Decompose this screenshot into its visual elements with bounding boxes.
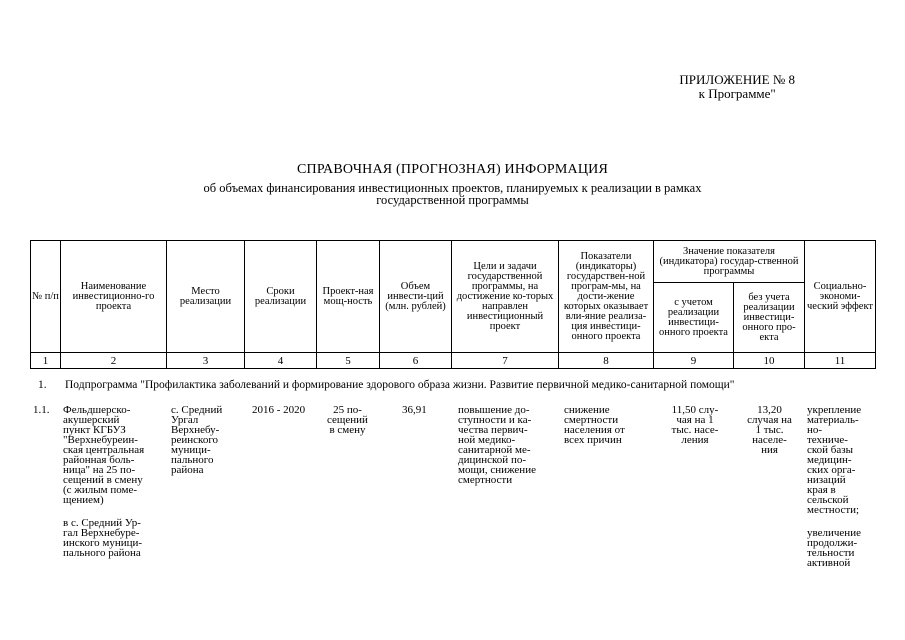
text-line: чества первич- — [458, 424, 528, 436]
text-line: но- — [807, 424, 823, 436]
section-num: 1. — [38, 379, 47, 391]
column-number: 1 — [31, 353, 61, 369]
text-line: районная боль- — [63, 454, 135, 466]
text-line: (с жилым поме- — [63, 484, 138, 496]
text-line: 13,20 — [757, 404, 782, 416]
text-line: сещений — [327, 414, 368, 426]
text-line: медицин- — [807, 454, 852, 466]
row-place — [171, 405, 222, 475]
text-line: пального — [171, 454, 214, 466]
column-number: 6 — [380, 353, 452, 369]
text-line: техниче- — [807, 434, 848, 446]
text-line: края в — [807, 484, 836, 496]
text-line: случая на — [747, 414, 792, 426]
appendix-line2: к Программе" — [698, 86, 776, 101]
header-table — [30, 240, 876, 369]
text-line: 1 тыс. — [755, 424, 784, 436]
header-indicator-value: Значение показателя (индикатора) государ-ственной программы — [654, 241, 805, 283]
text-line: пункт КГБУЗ — [63, 424, 126, 436]
header-effect: Социально-экономи-ческий эффект — [805, 241, 876, 353]
section-row — [38, 379, 735, 391]
text-line: ской базы — [807, 444, 854, 456]
text-line: смертности — [564, 414, 619, 426]
text-line: ния — [761, 444, 778, 456]
text-line: чая на 1 — [676, 414, 714, 426]
text-line: пального района — [63, 547, 141, 559]
row-goals — [458, 405, 536, 485]
text-line: ница" на 25 по- — [63, 464, 136, 476]
row-volume: 36,91 — [402, 404, 427, 416]
appendix-label — [679, 73, 795, 101]
header-indicators: Показатели (индикаторы) государствен-ной програм-мы, на дости-жение которых оказывает вли-яние реализа-ция инвестици-онного проекта — [559, 241, 654, 353]
text-line: укрепление — [807, 404, 862, 416]
text-line: ских орга- — [807, 464, 856, 476]
text-line: дицинской по- — [458, 454, 526, 466]
column-number: 5 — [317, 353, 380, 369]
header-capacity: Проект-ная мощ-ность — [317, 241, 380, 353]
text-line: материаль- — [807, 414, 859, 426]
text-line: местности; — [807, 504, 860, 516]
column-number: 3 — [167, 353, 245, 369]
text-line: Ургал — [171, 414, 199, 426]
text-line: мощи, снижение — [458, 464, 536, 476]
column-number: 8 — [559, 353, 654, 369]
text-line: ной медико- — [458, 434, 516, 446]
row-terms: 2016 - 2020 — [252, 404, 306, 416]
row-name-location — [63, 518, 142, 558]
header-name: Наименование инвестиционно-го проекта — [61, 241, 167, 353]
text-line: ская центральная — [63, 444, 145, 456]
text-line: Верхнебу- — [171, 424, 220, 436]
text-line: смертности — [458, 474, 513, 486]
text-line: населения от — [564, 424, 625, 436]
text-line: акушерский — [63, 414, 120, 426]
text-line: тельности — [807, 547, 855, 559]
text-line: ления — [681, 434, 709, 446]
text-line: повышение до- — [458, 404, 530, 416]
text-line: реинского — [171, 434, 219, 446]
header-terms: Сроки реализации — [245, 241, 317, 353]
text-line: 11,50 слу- — [671, 404, 719, 416]
text-line: сещений в смену — [63, 474, 143, 486]
section-text: Подпрограмма "Профилактика заболеваний и формирование здорового образа жизни. Развитие первичной медико-санитарной помощи" — [65, 379, 735, 391]
row-num: 1.1. — [33, 404, 50, 416]
text-line: 25 по- — [333, 404, 362, 416]
row-with-invest — [655, 405, 735, 445]
row-indicators — [564, 405, 625, 445]
header-goals: Цели и задачи государственной программы, на достижение ко-торых направлен инвестиционный проект — [452, 241, 559, 353]
appendix-line1: ПРИЛОЖЕНИЕ № 8 — [679, 72, 795, 87]
text-line: щением) — [63, 494, 104, 506]
text-line: низаций — [807, 474, 846, 486]
row-effect-continued — [807, 528, 861, 568]
text-line: муници- — [171, 444, 211, 456]
text-line: района — [171, 464, 204, 476]
header-without-invest: без учета реализации инвестици-онного про-екта — [734, 283, 805, 353]
row-capacity — [316, 405, 379, 435]
text-line: "Верхнебуреин- — [63, 434, 138, 446]
row-name — [63, 405, 144, 505]
text-line: тыс. насе- — [671, 424, 719, 436]
text-line: с. Средний — [171, 404, 223, 416]
text-line: Фельдшерско- — [63, 404, 131, 416]
text-line: увеличение — [807, 527, 861, 539]
text-line: санитарной ме- — [458, 444, 531, 456]
header-num: № п/п — [31, 241, 61, 353]
header-with-invest: с учетом реализации инвестици-онного проекта — [654, 283, 734, 353]
document-title: СПРАВОЧНАЯ (ПРОГНОЗНАЯ) ИНФОРМАЦИЯ — [297, 162, 608, 177]
text-line: продолжи- — [807, 537, 858, 549]
text-line: сельской — [807, 494, 849, 506]
row-effect — [807, 405, 861, 515]
header-volume: Объем инвести-ций (млн. рублей) — [380, 241, 452, 353]
text-line: гал Верхнебуре- — [63, 527, 140, 539]
text-line: в смену — [329, 424, 366, 436]
text-line: ступности и ка- — [458, 414, 532, 426]
header-place: Место реализации — [167, 241, 245, 353]
column-number: 2 — [61, 353, 167, 369]
text-line: всех причин — [564, 434, 622, 446]
column-number: 4 — [245, 353, 317, 369]
text-line: снижение — [564, 404, 610, 416]
text-line: инского муници- — [63, 537, 143, 549]
column-number: 11 — [805, 353, 876, 369]
column-number: 7 — [452, 353, 559, 369]
text-line: активной — [807, 557, 851, 569]
document-subtitle: об объемах финансирования инвестиционных проектов, планируемых к реализации в рамках государственной программы — [203, 181, 702, 207]
row-without-invest — [734, 405, 805, 455]
column-number: 9 — [654, 353, 734, 369]
column-number: 10 — [734, 353, 805, 369]
text-line: населе- — [752, 434, 787, 446]
text-line: в с. Средний Ур- — [63, 517, 141, 529]
